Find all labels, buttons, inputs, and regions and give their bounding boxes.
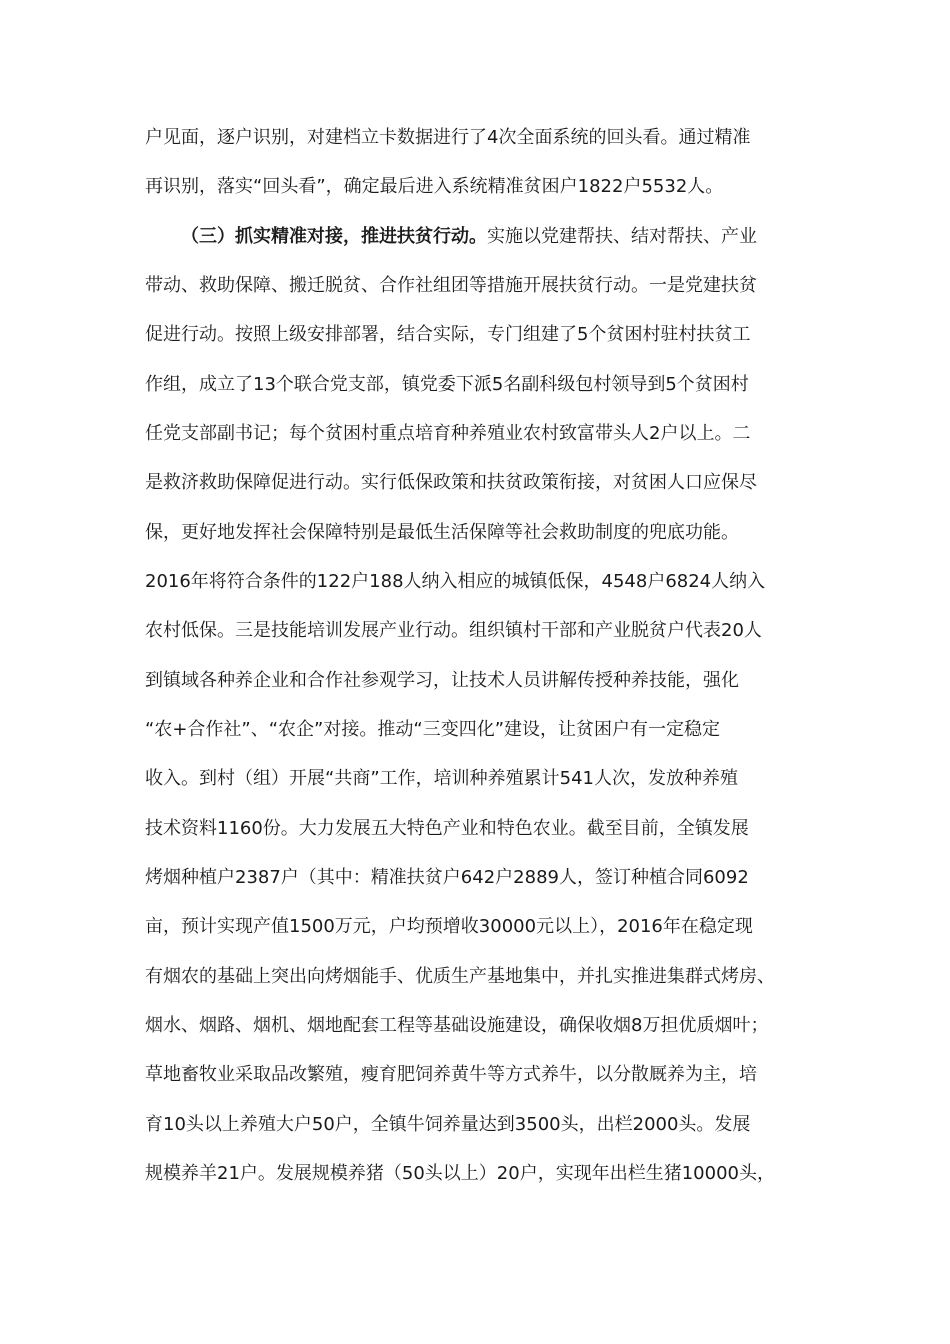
body-text-line: 烤烟种植户2387户（其中：精准扶贫户642户2889人，签订种植合同6092 [145,867,749,888]
body-text-line: 烟水、烟路、烟机、烟地配套工程等基础设施建设，确保收烟8万担优质烟叶； [145,1015,769,1036]
body-text-line: 到镇域各种养企业和合作社参观学习，让技术人员讲解传授种养技能，强化 [145,670,739,691]
body-text-line: 促进行动。按照上级安排部署，结合实际，专门组建了5个贫困村驻村扶贫工 [145,324,751,345]
body-text-line: 带动、救助保障、搬迁脱贫、合作社组团等措施开展扶贫行动。一是党建扶贫 [145,275,757,296]
body-text-line: 再识别，落实“回头看”，确定最后进入系统精准贫困户1822户5532人。 [145,176,724,197]
body-text-line: 户见面，逐户识别，对建档立卡数据进行了4次全面系统的回头看。通过精准 [145,127,751,148]
section-heading: （三）抓实精准对接，推进扶贫行动。 [181,226,487,247]
body-text: 实施以党建帮扶、结对帮扶、产业 [487,226,757,247]
body-text-line: 2016年将符合条件的122户188人纳入相应的城镇低保，4548户6824人纳入 [145,571,766,592]
body-text-line: 草地畜牧业采取品改繁殖，瘦育肥饲养黄牛等方式养牛，以分散厩养为主，培 [145,1064,757,1085]
body-text-line: 技术资料1160份。大力发展五大特色产业和特色农业。截至目前，全镇发展 [145,818,749,839]
body-text-line: 保，更好地发挥社会保障特别是最低生活保障等社会救助制度的兜底功能。 [145,522,739,543]
body-text-line: 亩，预计实现产值1500万元，户均预增收30000元以上），2016年在稳定现 [145,916,753,937]
body-text-line: “农+合作社”、“农企”对接。推动“三变四化”建设，让贫困户有一定稳定 [145,719,721,740]
body-text-line: 规模养羊21户。发展规模养猪（50头以上）20户，实现年出栏生猪10000头， [145,1163,775,1184]
body-text-line: 农村低保。三是技能培训发展产业行动。组织镇村干部和产业脱贫户代表20人 [145,620,762,641]
body-text-line: 作组，成立了13个联合党支部，镇党委下派5名副科级包村领导到5个贫困村 [145,374,749,395]
body-text-line: 育10头以上养殖大户50户，全镇牛饲养量达到3500头，出栏2000头。发展 [145,1114,751,1135]
paragraph-first-line [181,225,810,249]
body-text-line: 收入。到村（组）开展“共商”工作，培训种养殖累计541人次，发放种养殖 [145,768,739,789]
body-text-line: 有烟农的基础上突出向烤烟能手、优质生产基地集中，并扎实推进集群式烤房、 [145,966,775,987]
body-text-line: 任党支部副书记；每个贫困村重点培育种养殖业农村致富带头人2户以上。二 [145,423,751,444]
body-text-line: 是救济救助保障促进行动。实行低保政策和扶贫政策衔接，对贫困人口应保尽 [145,472,757,493]
